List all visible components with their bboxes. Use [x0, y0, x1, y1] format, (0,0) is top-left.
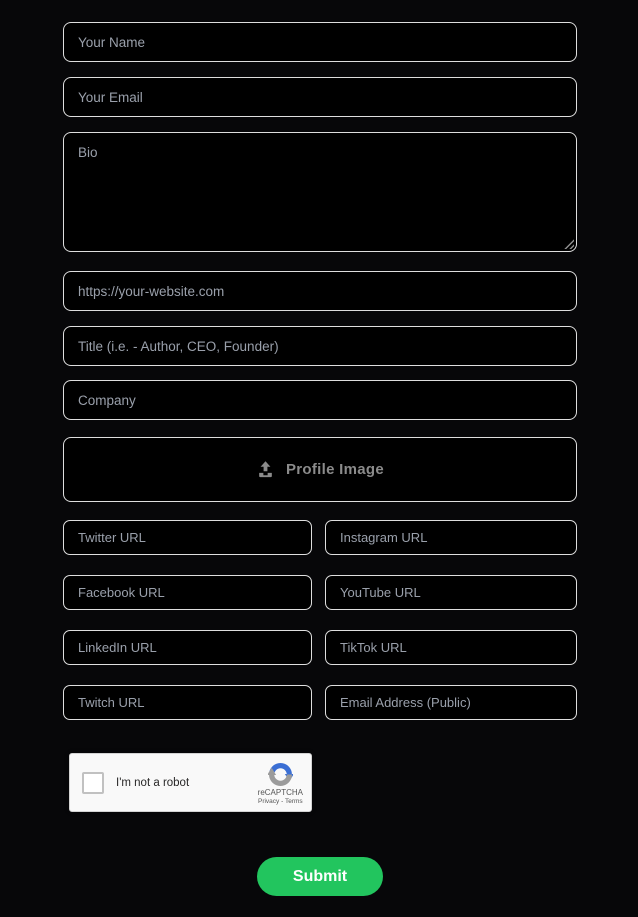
bio-textarea[interactable] — [63, 132, 577, 252]
recaptcha-logo-icon — [268, 762, 293, 787]
title-input[interactable] — [63, 326, 577, 366]
instagram-url-input[interactable] — [325, 520, 577, 555]
name-input[interactable] — [63, 22, 577, 62]
youtube-url-input[interactable] — [325, 575, 577, 610]
profile-image-label: Profile Image — [285, 461, 385, 478]
submit-button[interactable]: Submit — [257, 857, 383, 896]
recaptcha-link-separator: - — [279, 797, 285, 805]
email-input[interactable] — [63, 77, 577, 117]
company-input[interactable] — [63, 380, 577, 420]
social-row-3 — [63, 630, 577, 665]
facebook-url-input[interactable] — [63, 575, 312, 610]
social-row-4 — [63, 685, 577, 720]
social-row-2 — [63, 575, 577, 610]
linkedin-url-input[interactable] — [63, 630, 312, 665]
profile-image-upload-button[interactable] — [63, 437, 577, 502]
upload-icon — [256, 460, 275, 479]
social-row-1 — [63, 520, 577, 555]
recaptcha-checkbox-area — [82, 772, 189, 794]
tiktok-url-input[interactable] — [325, 630, 577, 665]
recaptcha-label: I'm not a robot — [116, 776, 190, 789]
recaptcha-links — [258, 798, 303, 806]
recaptcha-widget — [69, 753, 312, 812]
submit-row — [63, 857, 577, 896]
twitch-url-input[interactable] — [63, 685, 312, 720]
twitter-url-input[interactable] — [63, 520, 312, 555]
bio-field-wrap — [63, 132, 577, 252]
website-url-input[interactable] — [63, 271, 577, 311]
recaptcha-terms-link[interactable]: Terms — [284, 797, 303, 805]
recaptcha-checkbox[interactable] — [82, 772, 104, 794]
public-email-input[interactable] — [325, 685, 577, 720]
recaptcha-privacy-link[interactable]: Privacy — [257, 797, 280, 805]
recaptcha-brand-block — [258, 759, 303, 806]
recaptcha-brand-text: reCAPTCHA — [257, 787, 303, 797]
